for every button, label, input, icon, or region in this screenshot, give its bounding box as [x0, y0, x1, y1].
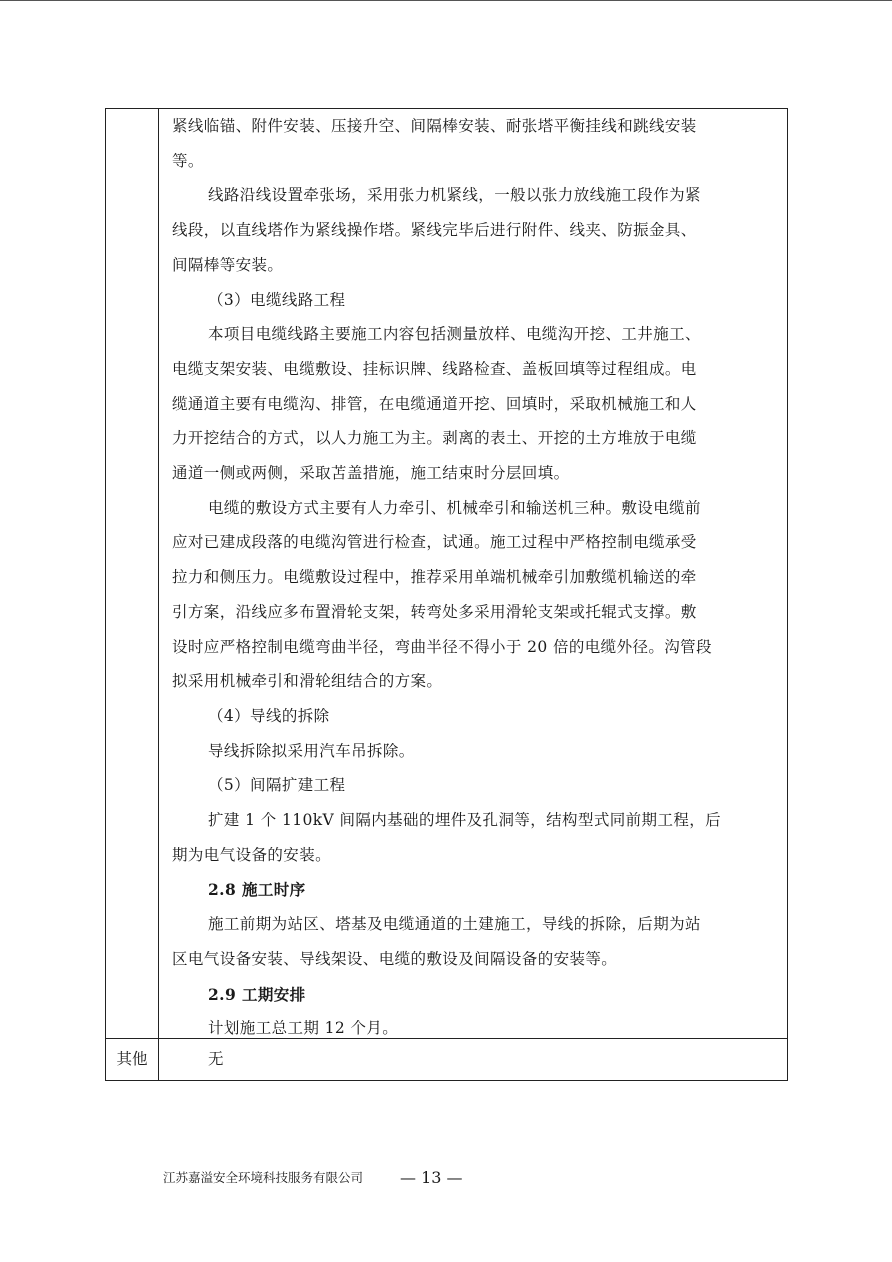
paragraph-line: 等。 — [172, 151, 204, 170]
page-footer — [0, 1163, 892, 1193]
paragraph-line: 引方案，沿线应多布置滑轮支架，转弯处多采用滑轮支架或托辊式支撑。敷 — [172, 602, 697, 621]
paragraph-line: 通道一侧或两侧，采取苫盖措施，施工结束时分层回填。 — [172, 464, 570, 482]
paragraph-line: 线段，以直线塔作为紧线操作塔。紧线完毕后进行附件、线夹、防振金具、 — [172, 221, 697, 240]
section-heading: 2.9 工期安排 — [208, 984, 306, 1004]
other-label: 其他 — [116, 1050, 148, 1068]
footer-page-number: — 13 — — [400, 1168, 463, 1187]
paragraph-line: 电缆的敷设方式主要有人力牵引、机械牵引和输送机三种。敷设电缆前 — [208, 498, 701, 517]
paragraph-line: 电缆支架安装、电缆敷设、挂标识牌、线路检查、盖板回填等过程组成。电 — [172, 359, 697, 378]
paragraph-line: 紧线临锚、附件安装、压接升空、间隔棒安装、耐张塔平衡挂线和跳线安装 — [172, 117, 697, 135]
paragraph-line: 设时应严格控制电缆弯曲半径，弯曲半径不得小于 20 倍的电缆外径。沟管段 — [172, 637, 712, 656]
paragraph-line: 导线拆除拟采用汽车吊拆除。 — [208, 741, 415, 760]
paragraph-line: 期为电气设备的安装。 — [172, 845, 332, 864]
content-table — [105, 108, 788, 1081]
paragraph-line: 拟采用机械牵引和滑轮组结合的方案。 — [172, 672, 443, 691]
paragraph-line: 本项目电缆线路主要施工内容包括测量放样、电缆沟开挖、工井施工、 — [208, 325, 701, 344]
paragraph-line: 计划施工总工期 12 个月。 — [208, 1019, 399, 1038]
paragraph-line: 力开挖结合的方式，以人力施工为主。剥离的表土、开挖的土方堆放于电缆 — [172, 429, 697, 448]
paragraph-line: 应对已建成段落的电缆沟管进行检查，试通。施工过程中严格控制电缆承受 — [172, 533, 697, 552]
paragraph-line: 区电气设备安装、导线架设、电缆的敷设及间隔设备的安装等。 — [172, 949, 618, 968]
paragraph-line: 缆通道主要有电缆沟、排管，在电缆通道开挖、回填时，采取机械施工和人 — [172, 394, 697, 413]
paragraph-line: 拉力和侧压力。电缆敷设过程中，推荐采用单端机械牵引加敷缆机输送的牵 — [172, 568, 697, 587]
footer-company-name: 江苏嘉溢安全环境科技服务有限公司 — [163, 1170, 364, 1185]
table-column-divider — [158, 109, 159, 1080]
paragraph-line: （4）导线的拆除 — [208, 706, 330, 725]
paragraph-line: 施工前期为站区、塔基及电缆通道的土建施工，导线的拆除，后期为站 — [208, 915, 701, 934]
construction-content-cell — [172, 109, 777, 1038]
paragraph-line: （5）间隔扩建工程 — [208, 776, 346, 795]
section-heading: 2.8 施工时序 — [208, 880, 306, 900]
page-top-border — [0, 0, 892, 1]
paragraph-line: 扩建 1 个 110kV 间隔内基础的埋件及孔洞等，结构型式同前期工程，后 — [208, 811, 722, 829]
other-value: 无 — [208, 1050, 224, 1068]
paragraph-line: （3）电缆线路工程 — [208, 290, 346, 309]
paragraph-line: 间隔棒等安装。 — [172, 255, 284, 274]
paragraph-line: 线路沿线设置牵张场，采用张力机紧线，一般以张力放线施工段作为紧 — [208, 186, 701, 205]
